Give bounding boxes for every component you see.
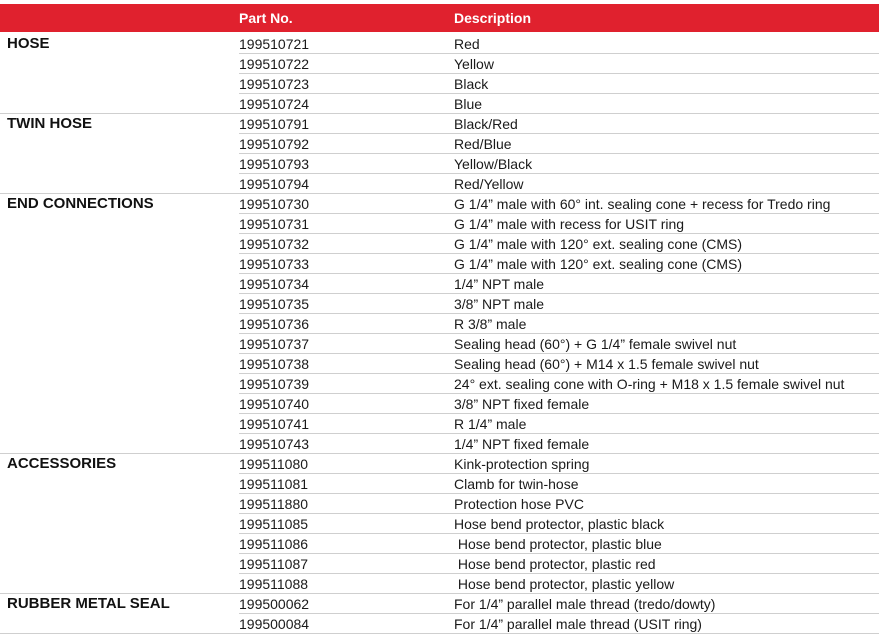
description-cell: 3/8” NPT fixed female bbox=[454, 396, 590, 412]
table-row bbox=[0, 254, 879, 274]
part-number-cell: 199510739 bbox=[239, 376, 310, 392]
description-cell: Hose bend protector, plastic red bbox=[454, 556, 656, 572]
category-label: ACCESSORIES bbox=[7, 455, 117, 472]
table-row bbox=[0, 614, 879, 634]
table-row bbox=[0, 394, 879, 414]
table-row bbox=[0, 434, 879, 454]
part-number-cell: 199510792 bbox=[239, 136, 310, 152]
category-label: END CONNECTIONS bbox=[7, 195, 154, 212]
part-number-cell: 199510793 bbox=[239, 156, 310, 172]
table-row bbox=[0, 234, 879, 254]
table-row bbox=[0, 214, 879, 234]
table-row bbox=[0, 194, 879, 214]
part-number-cell: 199510735 bbox=[239, 296, 310, 312]
part-number-cell: 199510791 bbox=[239, 116, 310, 132]
description-cell: For 1/4” parallel male thread (USIT ring) bbox=[454, 616, 702, 632]
description-cell: R 3/8” male bbox=[454, 316, 527, 332]
description-cell: G 1/4” male with recess for USIT ring bbox=[454, 216, 685, 232]
description-cell: Black bbox=[454, 76, 489, 92]
part-number-cell: 199511085 bbox=[239, 516, 309, 532]
table-row bbox=[0, 534, 879, 554]
column-header-part-no: Part No. bbox=[239, 10, 293, 26]
description-cell: Sealing head (60°) + M14 x 1.5 female swivel nut bbox=[454, 356, 759, 372]
table-row bbox=[0, 134, 879, 154]
description-cell: Kink-protection spring bbox=[454, 456, 590, 472]
description-cell: Hose bend protector, plastic black bbox=[454, 516, 665, 532]
description-cell: Protection hose PVC bbox=[454, 496, 584, 512]
description-cell: For 1/4” parallel male thread (tredo/dowty) bbox=[454, 596, 716, 612]
part-number-cell: 199511880 bbox=[239, 496, 309, 512]
part-number-cell: 199511088 bbox=[239, 576, 309, 592]
part-number-cell: 199510732 bbox=[239, 236, 310, 252]
description-cell: Yellow bbox=[454, 56, 494, 72]
table-row bbox=[0, 514, 879, 534]
part-number-cell: 199510730 bbox=[239, 196, 310, 212]
description-cell: 24° ext. sealing cone with O-ring + M18 x 1.5 female swivel nut bbox=[454, 376, 845, 392]
part-number-cell: 199510794 bbox=[239, 176, 310, 192]
table-header-band bbox=[0, 4, 879, 32]
table-row bbox=[0, 574, 879, 594]
category-label: HOSE bbox=[7, 35, 50, 52]
table-row bbox=[0, 74, 879, 94]
part-number-cell: 199510731 bbox=[239, 216, 310, 232]
description-cell: Red bbox=[454, 36, 480, 52]
table-row bbox=[0, 474, 879, 494]
part-number-cell: 199511087 bbox=[239, 556, 309, 572]
description-cell: G 1/4” male with 120° ext. sealing cone (CMS) bbox=[454, 236, 743, 252]
part-number-cell: 199510724 bbox=[239, 96, 310, 112]
table-row bbox=[0, 274, 879, 294]
table-row bbox=[0, 54, 879, 74]
description-cell: 1/4” NPT fixed female bbox=[454, 436, 590, 452]
table-row bbox=[0, 354, 879, 374]
table-row bbox=[0, 114, 879, 134]
table-row bbox=[0, 94, 879, 114]
table-body bbox=[0, 34, 879, 634]
description-cell: Clamb for twin-hose bbox=[454, 476, 579, 492]
part-number-cell: 199511080 bbox=[239, 456, 309, 472]
table-row bbox=[0, 314, 879, 334]
table-row bbox=[0, 334, 879, 354]
description-cell: 3/8” NPT male bbox=[454, 296, 544, 312]
part-number-cell: 199511086 bbox=[239, 536, 309, 552]
part-number-cell: 199510733 bbox=[239, 256, 310, 272]
part-number-cell: 199510738 bbox=[239, 356, 310, 372]
table-row bbox=[0, 594, 879, 614]
part-number-cell: 199510721 bbox=[239, 36, 310, 52]
description-cell: Sealing head (60°) + G 1/4” female swivel nut bbox=[454, 336, 737, 352]
table-row bbox=[0, 494, 879, 514]
part-number-cell: 199500062 bbox=[239, 596, 310, 612]
table-row bbox=[0, 374, 879, 394]
description-cell: Black/Red bbox=[454, 116, 518, 132]
table-row bbox=[0, 174, 879, 194]
table-row bbox=[0, 294, 879, 314]
part-number-cell: 199510737 bbox=[239, 336, 310, 352]
description-cell: Hose bend protector, plastic blue bbox=[454, 536, 662, 552]
description-cell: G 1/4” male with 120° ext. sealing cone (CMS) bbox=[454, 256, 743, 272]
part-number-cell: 199510740 bbox=[239, 396, 310, 412]
description-cell: Yellow/Black bbox=[454, 156, 533, 172]
description-cell: Hose bend protector, plastic yellow bbox=[454, 576, 675, 592]
description-cell: Blue bbox=[454, 96, 483, 112]
description-cell: Red/Yellow bbox=[454, 176, 524, 192]
table-row bbox=[0, 454, 879, 474]
part-number-cell: 199510722 bbox=[239, 56, 310, 72]
table-row bbox=[0, 414, 879, 434]
column-header-description: Description bbox=[454, 10, 532, 26]
category-label: RUBBER METAL SEAL bbox=[7, 595, 170, 612]
part-number-cell: 199510734 bbox=[239, 276, 310, 292]
description-cell: R 1/4” male bbox=[454, 416, 527, 432]
table-row bbox=[0, 154, 879, 174]
part-number-cell: 199510723 bbox=[239, 76, 310, 92]
part-number-cell: 199510743 bbox=[239, 436, 310, 452]
part-number-cell: 199511081 bbox=[239, 476, 309, 492]
part-number-cell: 199510736 bbox=[239, 316, 310, 332]
part-number-cell: 199500084 bbox=[239, 616, 310, 632]
part-number-cell: 199510741 bbox=[239, 416, 310, 432]
description-cell: Red/Blue bbox=[454, 136, 512, 152]
description-cell: G 1/4” male with 60° int. sealing cone + recess for Tredo ring bbox=[454, 196, 831, 212]
table-row bbox=[0, 554, 879, 574]
table-row bbox=[0, 34, 879, 54]
category-label: TWIN HOSE bbox=[7, 115, 92, 132]
description-cell: 1/4” NPT male bbox=[454, 276, 544, 292]
